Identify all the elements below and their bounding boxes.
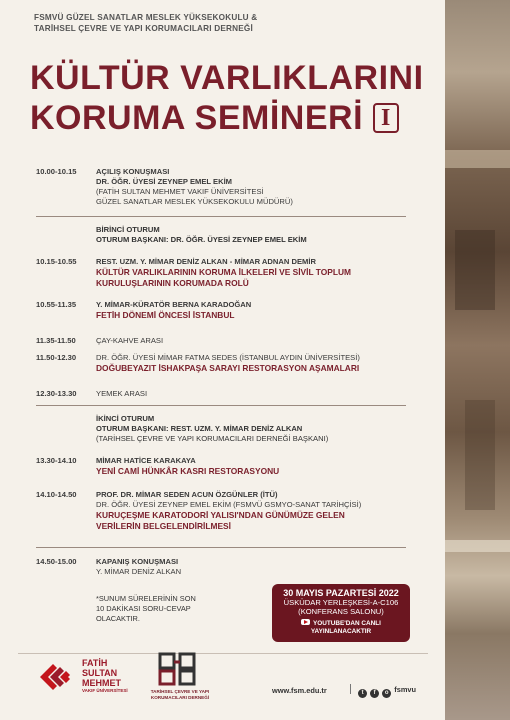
poster-panel: FSMVÜ GÜZEL SANATLAR MESLEK YÜKSEKOKULU & TARİHSEL ÇEVRE VE YAPI KORUMACILARI DERNEĞİ KÜLTÜR VARLIKLARINI KORUMA SEMİNERİ I 10.00-10.15 AÇILIŞ KONUŞMASI DR. ÖĞR. ÜYESİ ZEYNEP EMEL EKİM (FATİH SULTAN MEHMET VAKIF ÜNİVERSİTESİ GÜZEL SANATLAR MESLEK YÜKSEKOKULU MÜDÜRÜ) BİRİNCİ OTURUM OTURUM BAŞKANI: DR. ÖĞR. ÜYESİ ZEYNEP EMEL EKİM 10.15-10.55 REST. UZM. Y. MİMAR DENİZ ALKAN - MİMAR ADNAN DEMİR KÜLTÜR VARLIKLARININ KORUMA İLKELERİ VE SİVİL TOPLUM KURULUŞLARININ KORUMADA ROLÜ 10.55-11.35 Y. MİMAR-KÜRATÖR BERNA KARADOĞAN FETİH DÖNEMİ ÖNCESİ İSTANBUL 11.35-11.50 ÇAY-KAHVE ARASI 11.50-12.30 DR. ÖĞR. ÜYESİ MİMAR FATMA SEDES (İSTANBUL AYDIN ÜNİVERSİTESİ) DOĞUBEYAZIT İSHAKPAŞA SARAYI RESTORASYON AŞAMALARI 12.30-13.30 YEMEK ARASI İKİNCİ OTURUM OTURUM BAŞKANI: REST. UZM. Y. MİMAR DENİZ ALKAN (TARİHSEL ÇEVRE VE YAPI KORUMACILARI DERNEĞİ BAŞKANI) 13.30-14.10 MİMAR HATİCE KARAKAYA YENİ CAMİ HÜNKÂR KASRI RESTORASYONU 14.10-14.50 PROF. DR. MİMAR SEDEN ACUN ÖZGÜNLER (İTÜ) DR. ÖĞR. ÜYESİ ZEYNEP EMEL EKİM (FSMVÜ GSMYO-SANAT TARİHÇİSİ) KURUÇEŞME KARATODORİ YALISI'NDAN GÜNÜMÜZE GELEN VERİLERİN BELGELENDİRİLMESİ 14.50-15.00 KAPANIŞ KONUŞMASI Y. MİMAR DENİZ ALKAN *SUNUM SÜRELERİNİN SON 10 DAKİKASI SORU-CEVAP OLACAKTIR. 30 MAYIS PAZARTESİ 2022 ÜSKÜDAR YERLEŞKESİ-A-C106 (KONFERANS SALONU) YOUTUBE'DAN CANLI YAYINLANACAKTIR FATİH SULTAN MEHMET VAKIF ÜNİVERSİTESİ TARİHSEL ÇEVRE VE YAPI KORUMACILARI DERNEĞİ www.fsm.edu.tr t f o fsmvu [0,0,445,720]
social-handle: fsmvu [394,685,417,694]
livestream-note: YOUTUBE'DAN CANLI YAYINLANACAKTIR [272,619,410,636]
divider [36,405,406,406]
twitter-icon[interactable]: t [358,689,367,698]
event-date: 30 MAYIS PAZARTESİ 2022 [283,588,399,598]
qa-note: *SUNUM SÜRELERİNİN SON 10 DAKİKASI SORU-CEVAP OLACAKTIR. [96,594,196,623]
event-info-box [272,584,410,642]
organizers: FSMVÜ GÜZEL SANATLAR MESLEK YÜKSEKOKULU & TARİHSEL ÇEVRE VE YAPI KORUMACILARI DERNEĞİ [34,13,258,33]
session-1-header: BİRİNCİ OTURUM OTURUM BAŞKANI: DR. ÖĞR. ÜYESİ ZEYNEP EMEL EKİM [96,225,307,244]
youtube-icon [301,619,310,625]
fsm-university-name: FATİH SULTAN MEHMET VAKIF ÜNİVERSİTESİ [82,658,128,693]
facebook-icon[interactable]: f [370,689,379,698]
event-venue: ÜSKÜDAR YERLEŞKESİ-A-C106 [283,598,399,607]
stone-relief-photo [445,0,510,720]
edition-numeral: I [373,103,399,133]
social-handles[interactable] [345,684,416,698]
fsm-university-logo [36,660,76,694]
divider [36,547,406,548]
session-2-header: İKİNCİ OTURUM OTURUM BAŞKANI: REST. UZM. Y. MİMAR DENİZ ALKAN (TARİHSEL ÇEVRE VE YAPI KORUMACILARI DERNEĞİ BAŞKANI) [96,414,329,443]
instagram-icon[interactable]: o [382,689,391,698]
separator [350,684,351,694]
seminar-title: KÜLTÜR VARLIKLARINI KORUMA SEMİNERİ I [30,59,424,137]
association-name: TARİHSEL ÇEVRE VE YAPI KORUMACILARI DERNEĞİ [150,689,210,700]
association-logo [158,652,196,686]
divider [36,216,406,217]
event-hall: (KONFERANS SALONU) [298,607,384,616]
footer-divider [18,653,428,654]
website-link[interactable]: www.fsm.edu.tr [272,686,327,695]
